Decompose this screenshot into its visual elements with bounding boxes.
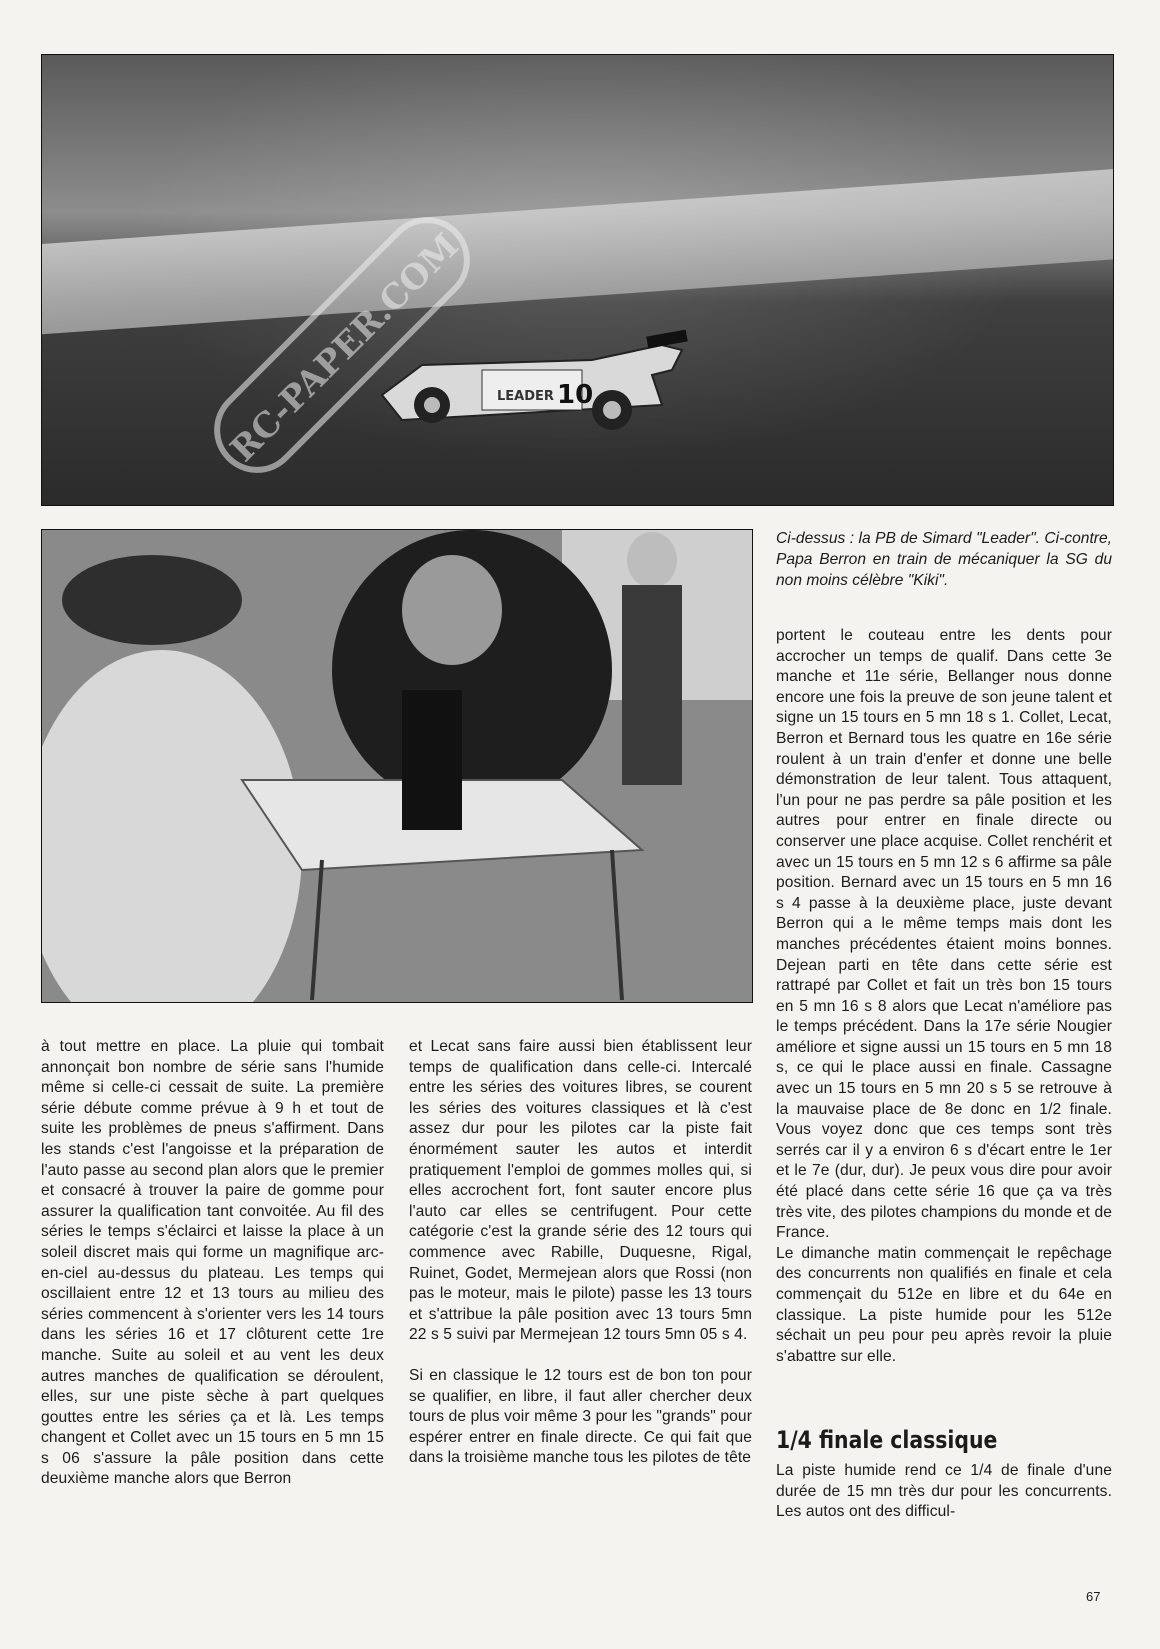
paragraph: La piste humide rend ce 1/4 de finale d'une durée de 15 mn très dur pour les concurrents. Les autos ont des difficul-: [776, 1462, 1112, 1521]
paragraph: à tout mettre en place. La pluie qui tombait annonçait bon nombre de série sans l'humide même si celle-ci cessait de suite. La première série débute comme prévue à 9 h et tout de suite les problèmes de pneus s'affirment. Dans les stands c'est l'angoisse et la préparation de l'auto passe au second plan alors que le premier et consacré à trouver la paire de gomme pour assurer la qualification tant convoitée. Au fil des séries le temps s'éclairci et laisse la place à un soleil discret mais qui forme un magnifique arc-en-ciel au-dessus du plateau. Les temps qui oscillaient entre 12 et 13 tours au milieu des séries commencent à s'orienter vers les 14 tours dans les séries 16 et 17 clôturent cette 1re manche. Suite au soleil et au vent les deux autres manches de qualification se déroulent, elles, sur une piste sèche à part quelques gouttes entre les séries ça et là. Les temps changent et Collet avec un 15 tours en 5 mn 15 s 06 s'assure la pâle position dans cette deuxième manche alors que Berron: [41, 1038, 384, 1488]
rc-paper-watermark: [162, 165, 522, 506]
section-heading: 1/4 finale classique: [776, 1426, 998, 1454]
article-column-1: [41, 1037, 384, 1490]
mechanic-photo: [41, 529, 753, 1003]
photo-caption: Ci-dessus : la PB de Simard "Leader". Ci-contre, Papa Berron en train de mécaniquer la SG du non moins célèbre "Kiki".: [776, 530, 1112, 589]
race-car-photo: [41, 54, 1114, 506]
page-number: 67: [1086, 1589, 1101, 1604]
mechanic-scene: [42, 530, 752, 1002]
article-column-3: [776, 626, 1112, 1367]
paragraph: et Lecat sans faire aussi bien établissent leur temps de qualification dans celle-ci. Intercalé entre les séries des voitures libres, se courent les séries des voitures classiques et là c'est assez dur pour les pilotes car la piste fait énormément sauter les autos et interdit pratiquement l'emploi de gommes molles qui, si elles accrochent fort, font sauter encore plus l'auto car elles se centrifugent. Pour cette catégorie c'est la grande série des 12 tours qui commence avec Rabille, Duquesne, Rigal, Ruinet, Godet, Mermejean alors que Rossi (non pas le moteur, mais le pilote) passe les 13 tours et s'attribue la pâle position avec 13 tours 5mn 22 s 5 suivi par Mermejean 12 tours 5mn 05 s 4.: [409, 1038, 752, 1344]
paragraph: Le dimanche matin commençait le repêchage des concurrents non qualifiés en finale et cela commençait du 512e en libre et du 64e en classique. La piste humide pour les 512e séchait un peu pour peu après revoir la pluie s'abattre sur elle.: [776, 1244, 1112, 1365]
article-column-3-continued: [776, 1461, 1112, 1523]
car-number: 10: [557, 380, 594, 410]
watermark-text: RC-PAPER.COM: [222, 225, 467, 470]
paragraph: portent le couteau entre les dents pour accrocher un temps de qualif. Dans cette 3e manche et 11e série, Bellanger nous donne encore une fois la preuve de son jeune talent et signe un 15 tours en 5 mn 18 s 1. Collet, Lecat, Berron et Bernard tous les quatre en 16e série roulent à un train d'enfer et donne une belle démonstration de leur talent. Tous attaquent, l'un pour ne pas perdre sa pâle position et les autres pour entrer en finale directe ou conserver une place acquise. Collet renchérit et avec un 15 tours en 5 mn 12 s 6 affirme sa pâle position. Bernard avec un 15 tours en 5 mn 16 s 4 passe à la deuxième place, juste devant Berron qui a le même temps mais dont les manches précédentes étaient moins bonnes. Dejean parti en tête dans cette série est rattrapé par Collet et fait un très bon 15 tours en 5 mn 16 s 8 alors que Lecat n'améliore pas le temps précédent. Dans la 17e série Nougier améliore et signe aussi un 15 tours en 5 mn 18 s, ce qui le place aussi en finale. Cassagne avec un 15 tours en 5 mn 20 s 5 se retrouve à la mauvaise place de 8e donc en 1/2 finale. Vous voyez donc que ces temps sont très serrés car il y a environ 6 s d'écart entre le 1er et le 7e (dur, dur). Je peux vous dire pour avoir été placé dans cette série 16 que ça va très très vite, des pilotes champions du monde et de France.: [776, 627, 1112, 1242]
article-column-2: [409, 1037, 752, 1469]
paragraph: Si en classique le 12 tours est de bon ton pour se qualifier, en libre, il faut aller chercher deux tours de plus voir même 3 pour les "grands" pour espérer entrer en finale directe. Ce qui fait que dans la troisième manche tous les pilotes de tête: [409, 1366, 752, 1467]
car-sponsor-text: LEADER: [497, 389, 554, 404]
